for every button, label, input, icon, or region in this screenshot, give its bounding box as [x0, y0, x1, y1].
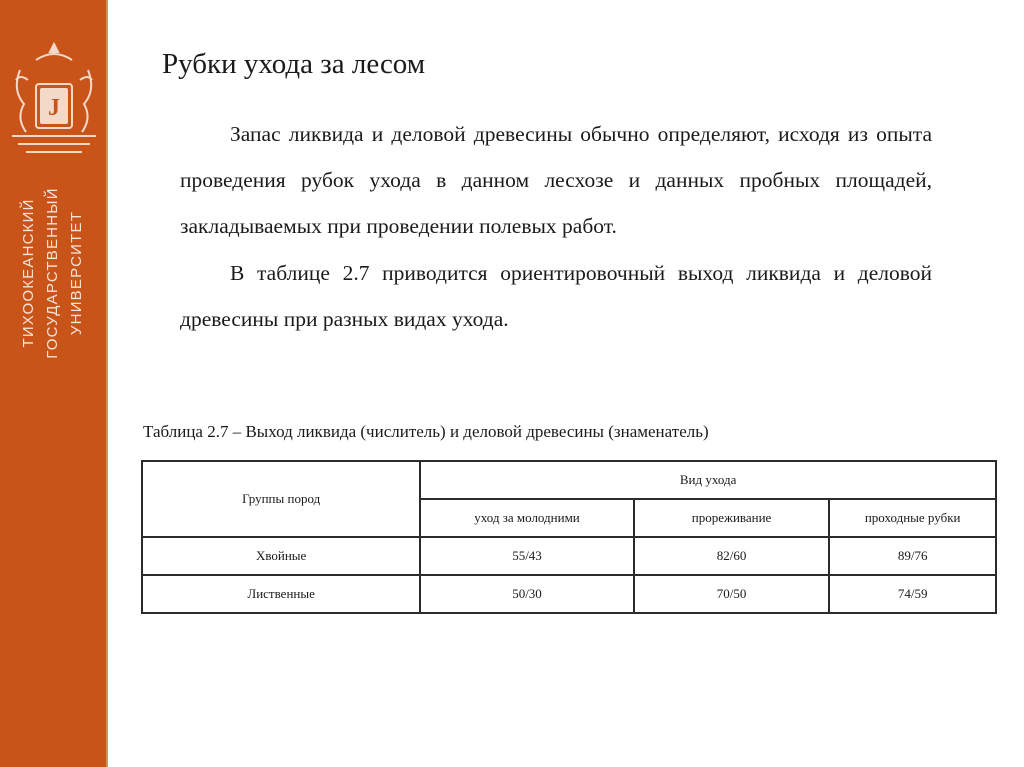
care-type-header: Вид ухода: [420, 461, 996, 499]
yield-table: [141, 460, 997, 614]
svg-text:J: J: [48, 95, 60, 121]
university-name-line-3: УНИВЕРСИТЕТ: [68, 210, 85, 336]
sidebar: [0, 0, 106, 767]
table-cell: 70/50: [634, 575, 830, 613]
column-header: уход за молодними: [420, 499, 633, 537]
row-group-label: Лиственные: [142, 575, 420, 613]
table-caption: Таблица 2.7 – Выход ликвида (числитель) и деловой древесины (знаменатель): [143, 422, 709, 441]
university-name: [14, 168, 94, 378]
university-emblem-icon: [6, 40, 102, 158]
table-row: [142, 537, 996, 575]
table-cell: 82/60: [634, 537, 830, 575]
column-header: прореживание: [634, 499, 830, 537]
column-header: проходные рубки: [829, 499, 996, 537]
group-header: Группы пород: [142, 461, 420, 537]
row-group-label: Хвойные: [142, 537, 420, 575]
paragraph-1: Запас ликвида и деловой древесины обычно определяют, исходя из опыта проведения рубок ухода в данном лесхозе и данных пробных площадей, закладываемых при проведении полевых работ.: [180, 122, 932, 238]
table-row: [142, 575, 996, 613]
page-title: Рубки ухода за лесом: [162, 48, 426, 80]
table-cell: 50/30: [420, 575, 633, 613]
table-cell: 89/76: [829, 537, 996, 575]
paragraph-2: В таблице 2.7 приводится ориентировочный выход ликвида и деловой древесины при разных видах ухода.: [180, 261, 932, 331]
university-name-line-2: ГОСУДАРСТВЕННЫЙ: [44, 187, 61, 359]
university-name-line-1: ТИХООКЕАНСКИЙ: [20, 198, 37, 348]
table-cell: 74/59: [829, 575, 996, 613]
sidebar-divider: [106, 0, 108, 767]
table-cell: 55/43: [420, 537, 633, 575]
